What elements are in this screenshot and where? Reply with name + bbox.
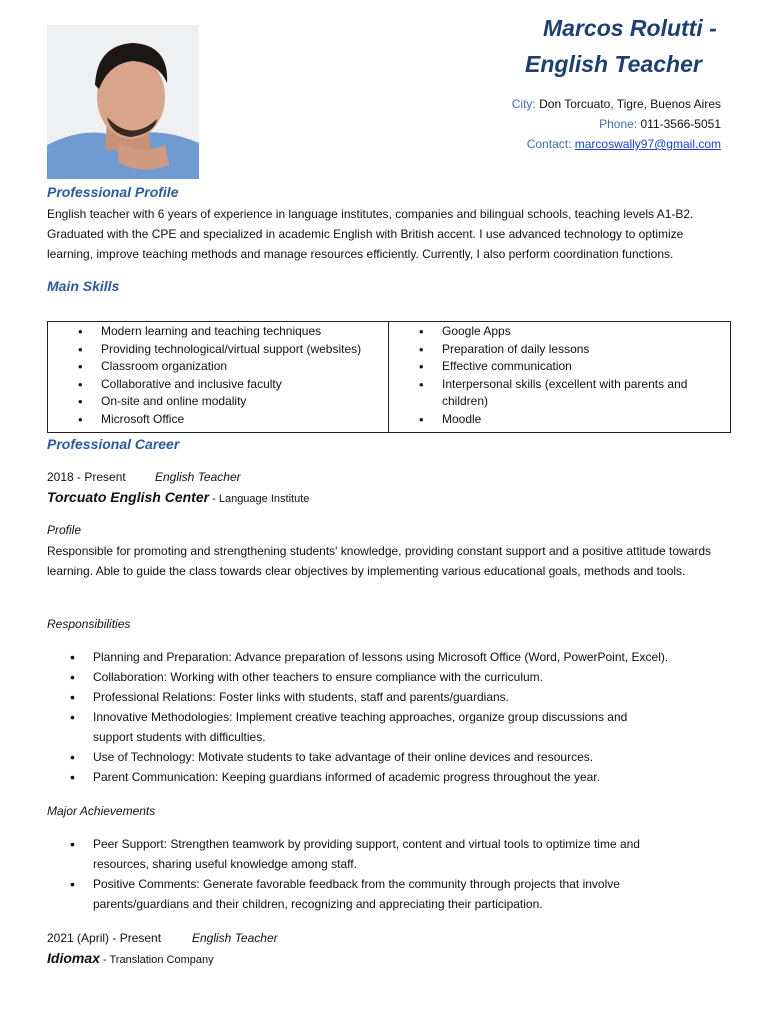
- job2-company-type: - Translation Company: [99, 954, 214, 966]
- list-item: • Parent Communication: Keeping guardians informed of academic progress throughout the year.: [47, 767, 731, 787]
- job1-company-type: - Language Institute: [209, 493, 310, 505]
- name-line-1: Marcos Rolutti -: [543, 15, 717, 41]
- list-item: • Use of Technology: Motivate students to take advantage of their online devices and resources.: [47, 747, 731, 767]
- job1-profile-text: Responsible for promoting and strengthening students' knowledge, providing constant support and a positive attitude towards learning. Able to guide the class towards clear objectives by implementing various educational goals, methods and tools.: [47, 544, 712, 578]
- list-item: • Planning and Preparation: Advance preparation of lessons using Microsoft Office (Word, PowerPoint, Excel).: [47, 647, 731, 667]
- job1-role: English Teacher: [155, 470, 241, 484]
- job1-achievements-label: Major Achievements: [47, 804, 156, 818]
- list-item: • Innovative Methodologies: Implement creative teaching approaches, organize group discussions and support students with difficulties.: [47, 707, 731, 747]
- job1-period: 2018 - Present: [47, 470, 126, 484]
- skill-item: • Collaborative and inclusive faculty: [48, 376, 388, 394]
- skills-column-left: [48, 322, 389, 432]
- contact-block: [512, 94, 721, 154]
- city-label: City:: [511, 97, 536, 111]
- skill-item: • Modern learning and teaching techniques: [48, 323, 388, 341]
- skills-table: [47, 321, 731, 433]
- achievements-list: [47, 834, 731, 914]
- list-item: • Positive Comments: Generate favorable feedback from the community through projects that involve parents/guardians and their children, recognizing and appreciating their participation.: [47, 874, 731, 914]
- phone-row: [512, 114, 721, 134]
- name-line-2: English Teacher: [525, 51, 702, 77]
- career-section-title: Professional Career: [47, 436, 180, 452]
- job2-period: 2021 (April) - Present: [47, 931, 162, 945]
- portrait-illustration: [47, 25, 199, 179]
- email-link[interactable]: marcoswally97@gmail.com: [574, 137, 721, 151]
- contact-label: Contact:: [526, 137, 572, 151]
- skill-item: • Moodle: [389, 411, 730, 429]
- portrait-photo: [47, 25, 199, 179]
- phone-value: 011-3566-5051: [640, 117, 721, 131]
- skill-item: • Microsoft Office: [48, 411, 388, 429]
- job1-responsibilities-label: Responsibilities: [47, 617, 131, 631]
- skill-item: • On-site and online modality: [48, 393, 388, 411]
- skills-section-title: Main Skills: [47, 278, 120, 294]
- job2-period-line: [47, 931, 278, 945]
- profile-section-title: Professional Profile: [47, 184, 179, 200]
- city-row: [512, 94, 721, 114]
- job2-company: Idiomax: [47, 950, 100, 966]
- responsibilities-list: [47, 647, 731, 787]
- job1-company: Torcuato English Center: [47, 489, 210, 505]
- list-item: • Professional Relations: Foster links with students, staff and parents/guardians.: [47, 687, 731, 707]
- city-value: Don Torcuato, Tigre, Buenos Aires: [539, 97, 721, 111]
- skill-item: • Google Apps: [389, 323, 730, 341]
- profile-text: English teacher with 6 years of experience in language institutes, companies and bilingual schools, teaching levels A1-B2. Graduated with the CPE and specialized in academic English with British accent. I use advanced technology to optimize learning, improve teaching methods and manage resources efficiently. Currently, I also perform coordination functions.: [47, 207, 694, 261]
- job1-company-line: [47, 489, 309, 507]
- skills-column-right: [389, 322, 730, 432]
- name-heading: [470, 10, 730, 82]
- job1-period-line: [47, 470, 241, 484]
- list-item: • Collaboration: Working with other teachers to ensure compliance with the curriculum.: [47, 667, 731, 687]
- skill-item: • Providing technological/virtual support (websites): [48, 341, 388, 359]
- phone-label: Phone:: [599, 117, 638, 131]
- skill-item: • Effective communication: [389, 358, 730, 376]
- skill-item: • Classroom organization: [48, 358, 388, 376]
- job2-role: English Teacher: [192, 931, 278, 945]
- contact-row: [512, 134, 721, 154]
- skill-item: • Interpersonal skills (excellent with parents and children): [389, 376, 730, 411]
- skill-item: • Preparation of daily lessons: [389, 341, 730, 359]
- list-item: • Peer Support: Strengthen teamwork by providing support, content and virtual tools to optimize time and resources, sharing useful knowledge among staff.: [47, 834, 731, 874]
- job2-company-line: [47, 950, 214, 968]
- job1-profile-label: Profile: [47, 523, 82, 537]
